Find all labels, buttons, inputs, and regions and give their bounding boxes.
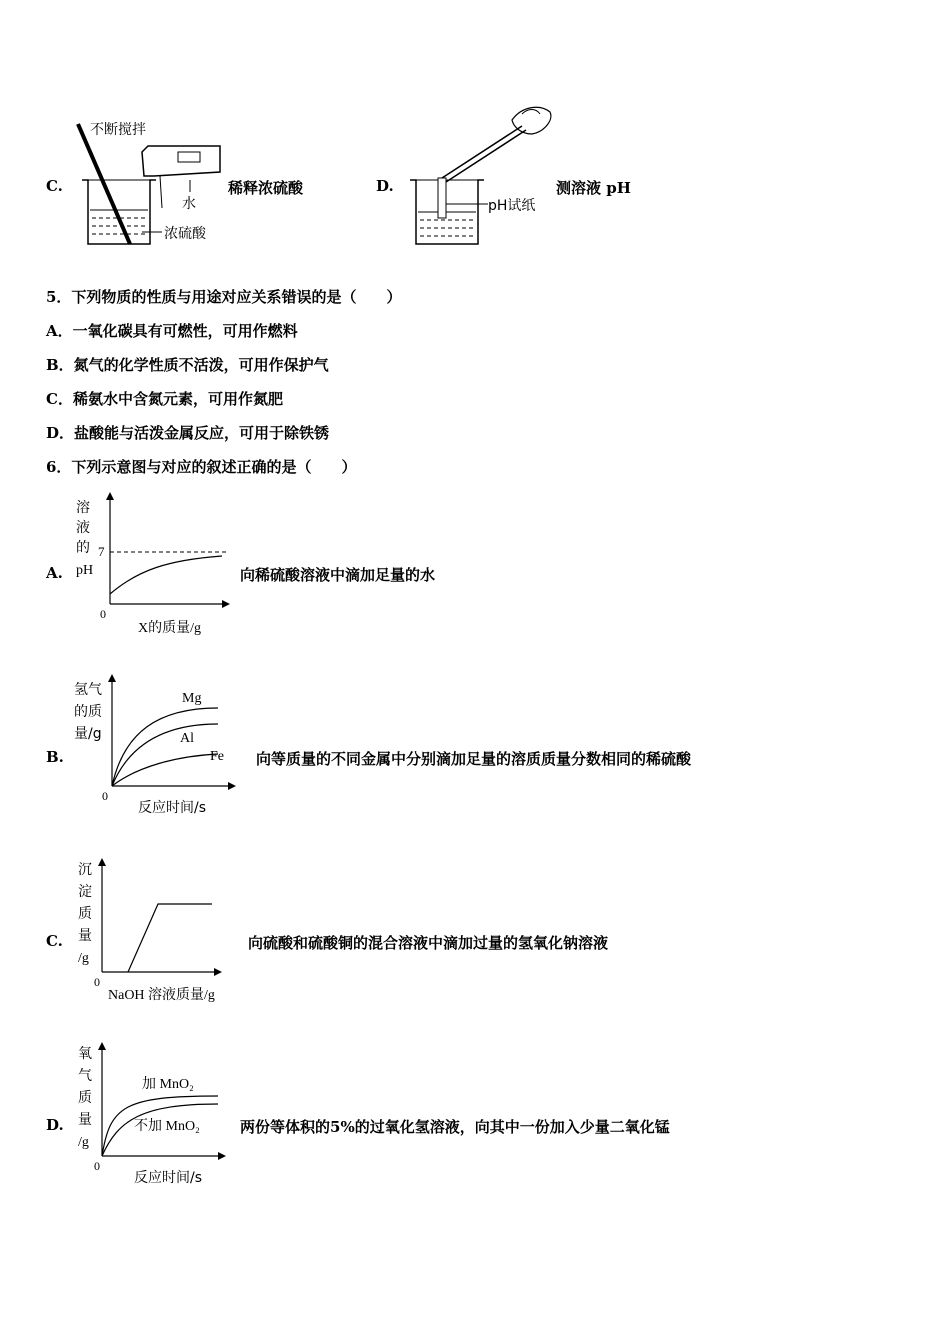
- y-label-2: 液: [76, 520, 90, 536]
- mg-curve: [112, 708, 218, 786]
- series-mg: Mg: [182, 691, 202, 706]
- y-label-1: 溶: [76, 500, 90, 516]
- q5-stem: 5．下列物质的性质与用途对应关系错误的是（ ）: [46, 288, 402, 306]
- q6-d-chart: [68, 1040, 238, 1190]
- ph-paper: [438, 178, 446, 218]
- q6-a-label: A.: [46, 564, 63, 582]
- ph-curve: [110, 556, 222, 594]
- tweezers: [442, 126, 522, 178]
- y-label-4: pH: [76, 563, 94, 578]
- option-d-label: D.: [376, 177, 394, 195]
- q6-a-caption: 向稀硫酸溶液中滴加足量的水: [240, 566, 436, 584]
- option-c-label: C.: [46, 177, 63, 195]
- q6-a-chart: [68, 490, 238, 640]
- ph-paper-label: pH试纸: [488, 198, 536, 214]
- y-label-2: 的质: [74, 704, 102, 720]
- q5-option-d: D．盐酸能与活泼金属反应，可用于除铁锈: [46, 424, 330, 442]
- x-label: 反应时间/s: [134, 1170, 203, 1186]
- origin: 0: [100, 607, 106, 621]
- q6-b-label: B.: [46, 748, 64, 766]
- y-label-2: 气: [78, 1068, 92, 1084]
- q6-c-caption: 向硫酸和硫酸铜的混合溶液中滴加过量的氢氧化钠溶液: [248, 934, 609, 952]
- y-label-1: 氧: [78, 1046, 92, 1062]
- hand-icon: [512, 107, 551, 134]
- series-fe: Fe: [210, 749, 224, 764]
- y-label-5: /g: [78, 951, 89, 966]
- tick-7: 7: [98, 544, 105, 559]
- y-label-3: 质: [78, 1090, 92, 1106]
- precipitate-line: [128, 904, 212, 972]
- y-label-5: /g: [78, 1135, 89, 1150]
- q5-option-c: C．稀氨水中含氮元素，可用作氮肥: [46, 390, 283, 408]
- x-axis-arrow: [222, 600, 230, 608]
- option-d-caption: 测溶液 pH: [556, 179, 631, 197]
- water-label: 水: [182, 196, 196, 212]
- series-without-mno2: 不加 MnO₂: [134, 1119, 200, 1134]
- y-axis-arrow: [106, 492, 114, 500]
- x-label: X的质量/g: [138, 621, 201, 636]
- reagent-bottle: [142, 146, 220, 176]
- y-label-1: 沉: [78, 862, 92, 878]
- y-label-1: 氢气: [74, 682, 102, 698]
- q5-option-a: A．一氧化碳具有可燃性，可用作燃料: [46, 322, 298, 340]
- series-al: Al: [180, 731, 194, 746]
- y-label-3: 量/g: [74, 726, 102, 742]
- y-label-3: 质: [78, 906, 92, 922]
- q6-stem: 6．下列示意图与对应的叙述正确的是（ ）: [46, 458, 357, 476]
- y-label-3: 的: [76, 540, 90, 556]
- y-label-4: 量: [78, 928, 92, 944]
- x-label: 反应时间/s: [138, 800, 207, 816]
- ph-test-diagram: [404, 98, 564, 248]
- series-with-mno2: 加 MnO₂: [142, 1077, 194, 1092]
- stirring-rod: [78, 124, 130, 244]
- q6-c-label: C.: [46, 932, 63, 950]
- option-c-caption: 稀释浓硫酸: [228, 179, 304, 197]
- q6-d-caption: 两份等体积的5%的过氧化氢溶液，向其中一份加入少量二氧化锰: [240, 1118, 670, 1136]
- q5-option-b: B．氮气的化学性质不活泼，可用作保护气: [46, 356, 329, 374]
- dilute-acid-diagram: [70, 112, 230, 252]
- q6-b-chart: [68, 672, 248, 822]
- q6-c-chart: [68, 856, 248, 1006]
- x-label: NaOH 溶液质量/g: [108, 988, 215, 1003]
- q6-b-caption: 向等质量的不同金属中分别滴加足量的溶质质量分数相同的稀硫酸: [256, 750, 692, 768]
- stir-label: 不断搅拌: [90, 122, 146, 138]
- origin: 0: [102, 789, 108, 803]
- q6-d-label: D.: [46, 1116, 64, 1134]
- acid-label: 浓硫酸: [164, 226, 206, 242]
- origin: 0: [94, 975, 100, 989]
- y-label-4: 量: [78, 1112, 92, 1128]
- y-label-2: 淀: [78, 884, 92, 900]
- pour-stream: [160, 176, 162, 208]
- origin: 0: [94, 1159, 100, 1173]
